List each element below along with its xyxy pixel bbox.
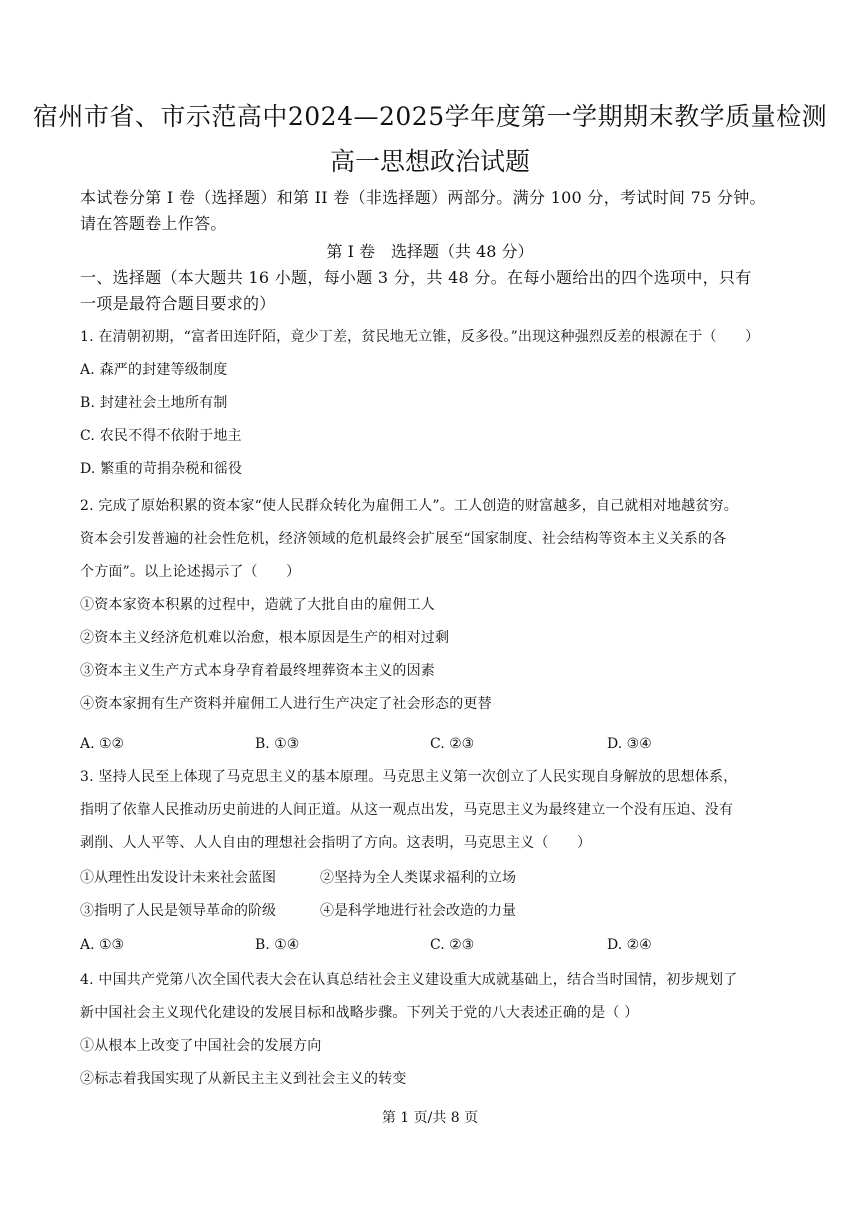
section-1-title bbox=[80, 265, 805, 317]
question-2-option-b: B. ①③ bbox=[255, 736, 300, 752]
instructions-line-2: 请在答题卷上作答。 bbox=[80, 214, 227, 233]
question-3 bbox=[80, 761, 805, 860]
exam-subject-title: 高一思想政治试题 bbox=[329, 147, 530, 176]
question-1-option-d: D. 繁重的苛捐杂税和徭役 bbox=[80, 461, 243, 477]
question-3-stem-line-1: 3. 坚持人民至上体现了马克思主义的基本原理。马克思主义第一次创立了人民实现自身解放的思想体系， bbox=[80, 769, 738, 785]
question-2 bbox=[80, 490, 805, 721]
question-2-option-c: C. ②③ bbox=[430, 736, 475, 752]
exam-title: 宿州市省、市示范高中2024—2025学年度第一学期期末教学质量检测 bbox=[32, 102, 828, 131]
question-3-stem-line-2: 指明了依靠人民推动历史前进的人间正道。从这一观点出发，马克思主义为最终建立一个没有压迫、没有 bbox=[80, 802, 734, 818]
question-2-statement-1: ①资本家资本积累的过程中，造就了大批自由的雇佣工人 bbox=[80, 597, 435, 613]
question-2-statement-4: ④资本家拥有生产资料并雇佣工人进行生产决定了社会形态的更替 bbox=[80, 696, 492, 712]
question-1-stem: 1. 在清朝初期，“富者田连阡陌，竟少丁差，贫民地无立锥，反多役。”出现这种强烈反差的根源在于（ ） bbox=[80, 329, 760, 345]
question-4-stem-line-1: 4. 中国共产党第八次全国代表大会在认真总结社会主义建设重大成就基础上，结合当时国情，初步规划了 bbox=[80, 972, 738, 988]
instructions-line-1: 本试卷分第 I 卷（选择题）和第 II 卷（非选择题）两部分。满分 100 分，考试时间 75 分钟。 bbox=[80, 188, 766, 207]
question-2-option-a: A. ①② bbox=[80, 736, 125, 752]
question-3-option-b: B. ①④ bbox=[255, 937, 300, 953]
question-3-stem-line-3: 剥削、人人平等、人人自由的理想社会指明了方向。这表明，马克思主义（ ） bbox=[80, 835, 592, 851]
question-1-option-a: A. 森严的封建等级制度 bbox=[80, 362, 228, 378]
question-4-statement-1: ①从根本上改变了中国社会的发展方向 bbox=[80, 1038, 322, 1054]
question-1 bbox=[80, 321, 805, 486]
question-3-option-d: D. ②④ bbox=[607, 937, 652, 953]
question-3-statement-2: ②坚持为全人类谋求福利的立场 bbox=[320, 870, 516, 886]
section-1-line-2: 一项是最符合题目要求的） bbox=[80, 294, 276, 313]
question-4-stem-line-2: 新中国社会主义现代化建设的发展目标和战略步骤。下列关于党的八大表述正确的是（ ） bbox=[80, 1005, 639, 1021]
section-1-line-1: 一、选择题（本大题共 16 小题，每小题 3 分，共 48 分。在每小题给出的四个选项中，只有 bbox=[80, 268, 752, 287]
question-3-statement-4: ④是科学地进行社会改造的力量 bbox=[320, 903, 516, 919]
question-4 bbox=[80, 964, 805, 1096]
question-3-option-a: A. ①③ bbox=[80, 937, 125, 953]
question-4-statement-2: ②标志着我国实现了从新民主主义到社会主义的转变 bbox=[80, 1071, 407, 1087]
question-1-option-b: B. 封建社会土地所有制 bbox=[80, 395, 228, 411]
question-2-statement-3: ③资本主义生产方式本身孕育着最终埋葬资本主义的因素 bbox=[80, 663, 435, 679]
question-2-stem-line-2: 资本会引发普遍的社会性危机，经济领域的危机最终会扩展至“国家制度、社会结构等资本主义关系的各 bbox=[80, 531, 727, 547]
question-2-stem-line-1: 2. 完成了原始积累的资本家“使人民群众转化为雇佣工人”。工人创造的财富越多，自己就相对地越贫穷。 bbox=[80, 498, 738, 514]
part-1-title: 第 I 卷 选择题（共 48 分） bbox=[326, 242, 534, 261]
question-2-stem-line-3: 个方面”。以上论述揭示了（ ） bbox=[80, 564, 301, 580]
question-1-option-c: C. 农民不得不依附于地主 bbox=[80, 428, 242, 444]
question-3-statement-1: ①从理性出发设计未来社会蓝图 bbox=[80, 870, 276, 886]
question-3-option-c: C. ②③ bbox=[430, 937, 475, 953]
question-2-statement-2: ②资本主义经济危机难以治愈，根本原因是生产的相对过剩 bbox=[80, 630, 450, 646]
exam-instructions bbox=[80, 185, 805, 237]
question-2-option-d: D. ③④ bbox=[607, 736, 652, 752]
page-number: 第 1 页/共 8 页 bbox=[381, 1110, 479, 1126]
question-3-statement-3: ③指明了人民是领导革命的阶级 bbox=[80, 903, 276, 919]
